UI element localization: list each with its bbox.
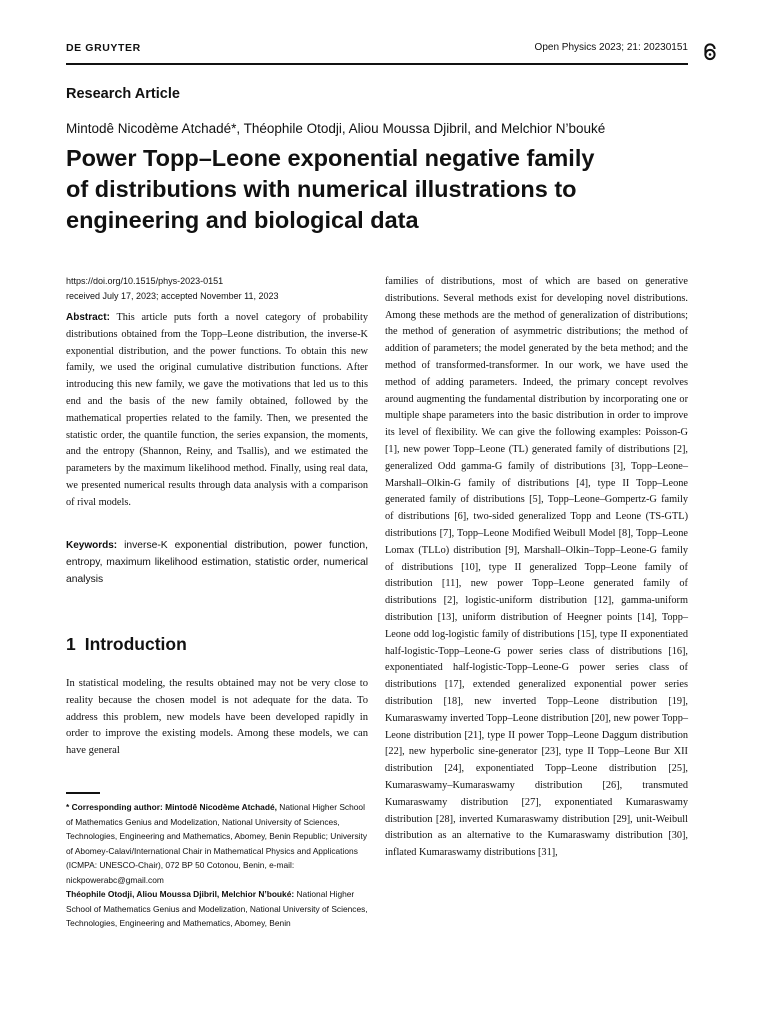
keywords-text: inverse-K exponential distribution, power function, entropy, maximum likelihood estimation, statistic order, numerical analysis [66, 540, 368, 585]
article-title [66, 143, 706, 236]
footnote-rule [66, 792, 100, 794]
right-column-text: families of distributions, most of which are based on generative distributions. Several methods exist for developing novel distributions. Among these methods are the method of generalization of distributions; the method of generation of asymmetric distributions; the method of addition of parameters; the model generated by the beta method; and the method of transformed-transformer. In our work, we have used the method of adding parameters. Indeed, the primary concept revolves around augmenting the fundamental distribution by incorporating one or multiple shape parameters into the basic distribution in order to improve its level of flexibility. We can give the following examples: Poisson-G [1], new power Topp–Leone (TL) generated family of distributions [2], generalized Odd gamma-G family of distributions [3], Topp–Leone–Marshall–Olkin-G family of distributions [4], type II Topp–Leone generated family of distributions [5], Topp–Leone–Gompertz-G family of distributions [6], two-sided generalized Topp and Leone (TS-GTL) distributions [7], Topp–Leone Modified Weibull Model [8], Topp–Leone Lomax (TLLo) distribution [9], Marshall–Olkin–Topp–Leone-G family of distributions [10], type II generalized Topp–Leone family of distribution [11], new power Topp–Leone generated family of distributions [2], logistic-uniform distribution [12], gamma-uniform distribution [13], uniform distribution of Heegner points [14], Topp–Leone odd log-logistic family of distributions [15], type II exponentiated half-logistic-Topp–Leone-G power series class of distributions [16], exponentiated half-logistic-Topp–Leone-G power series class of distributions [17], extended generalized exponential power series distribution [18], new inverted Topp–Leone distribution [19], Kumaraswamy inverted Topp–Leone distribution [20], new power Topp–Leone distribution [21], type II power Topp–Leone Daggum distribution [22], new hyperbolic sine-generator [23], type II Topp–Leone Bur XII distribution [24], exponentiated Topp–Leone distribution [25], Kumaraswamy–Kumaraswamy distribution [26], transmuted Kumaraswamy distribution [27], exponentiated Kumaraswamy distribution [28], inverted Kumaraswamy distribution [29], unit-Weibull distribution as an alternative to the Kumaraswamy distribution [30], inflated Kumaraswamy distributions [31], [385, 276, 688, 859]
keywords-label: Keywords: [66, 540, 118, 551]
section-title: Introduction [84, 634, 187, 654]
header-rule [66, 63, 688, 65]
author-list: Mintodê Nicodème Atchadé*, Théophile Otodji, Aliou Moussa Djibril, and Melchior N’bouké [66, 121, 606, 136]
intro-paragraph: In statistical modeling, the results obtained may not be very close to reality because the chosen model is not adequate for the data. To address this problem, new models have been developed rapidly in order to improve the existing models. Among these models, we can have general [66, 678, 368, 757]
corresponding-author-note [66, 800, 368, 887]
keywords [66, 538, 368, 588]
page-header [66, 40, 688, 60]
title-line: engineering and biological data [66, 207, 419, 233]
doi-link[interactable]: https://doi.org/10.1515/phys-2023-0151 [66, 276, 224, 286]
journal-citation: Open Physics 2023; 21: 20230151 [534, 42, 688, 53]
received-dates: received July 17, 2023; accepted November 11, 2023 [66, 291, 279, 301]
article-meta [66, 274, 278, 304]
title-line: of distributions with numerical illustrations to [66, 176, 577, 202]
corresponding-label: * Corresponding author: Mintodê Nicodème Atchadé, [66, 802, 277, 812]
author-footnote [66, 800, 368, 931]
abstract [66, 310, 368, 512]
open-access-icon [702, 42, 718, 62]
abstract-text: This article puts forth a novel category of probability distributions obtained from the Topp–Leone distribution, the inverse-K exponential distribution, and the power functions. To obtain this new family, we used the original cumulative distribution functions. After introducing this new family, we gave the motivations that led us to this end and the basis of the new family obtained, followed by the mathematical properties related to the family. Then, we presented the statistic order, the quantile function, the series expansion, the moments, and the entropy (Shannon, Reiny, and Tsallis), and we estimated the parameters by the maximum likelihood method. Finally, using real data, we presented numerical results through data analysis with a comparison of rival models. [66, 312, 368, 508]
corresponding-text: National Higher School of Mathematics Genius and Modelization, National University of Sciences, Technologies, Engineering and Mathematics, Abomey, Benin Republic; University of Abomey-Calavi/International Chair in Mathematical Physics and Applications (ICMPA: UNESCO-Chair), 072 BP 50 Cotonou, Benin, e-mail: nickpowerabc@gmail.com [66, 802, 368, 885]
title-line: Power Topp–Leone exponential negative family [66, 145, 595, 171]
coauthors-label: Théophile Otodji, Aliou Moussa Djibril, Melchior N’bouké: [66, 889, 295, 899]
coauthors-text: National Higher School of Mathematics Genius and Modelization, National University of Sciences, Technologies, Engineering and Mathematics, Abomey, Benin [66, 889, 368, 928]
abstract-label: Abstract: [66, 312, 110, 323]
coauthors-note [66, 887, 368, 931]
section-heading [66, 634, 187, 655]
publisher-name: DE GRUYTER [66, 42, 141, 54]
article-type: Research Article [66, 86, 180, 102]
section-number: 1 [66, 634, 76, 654]
